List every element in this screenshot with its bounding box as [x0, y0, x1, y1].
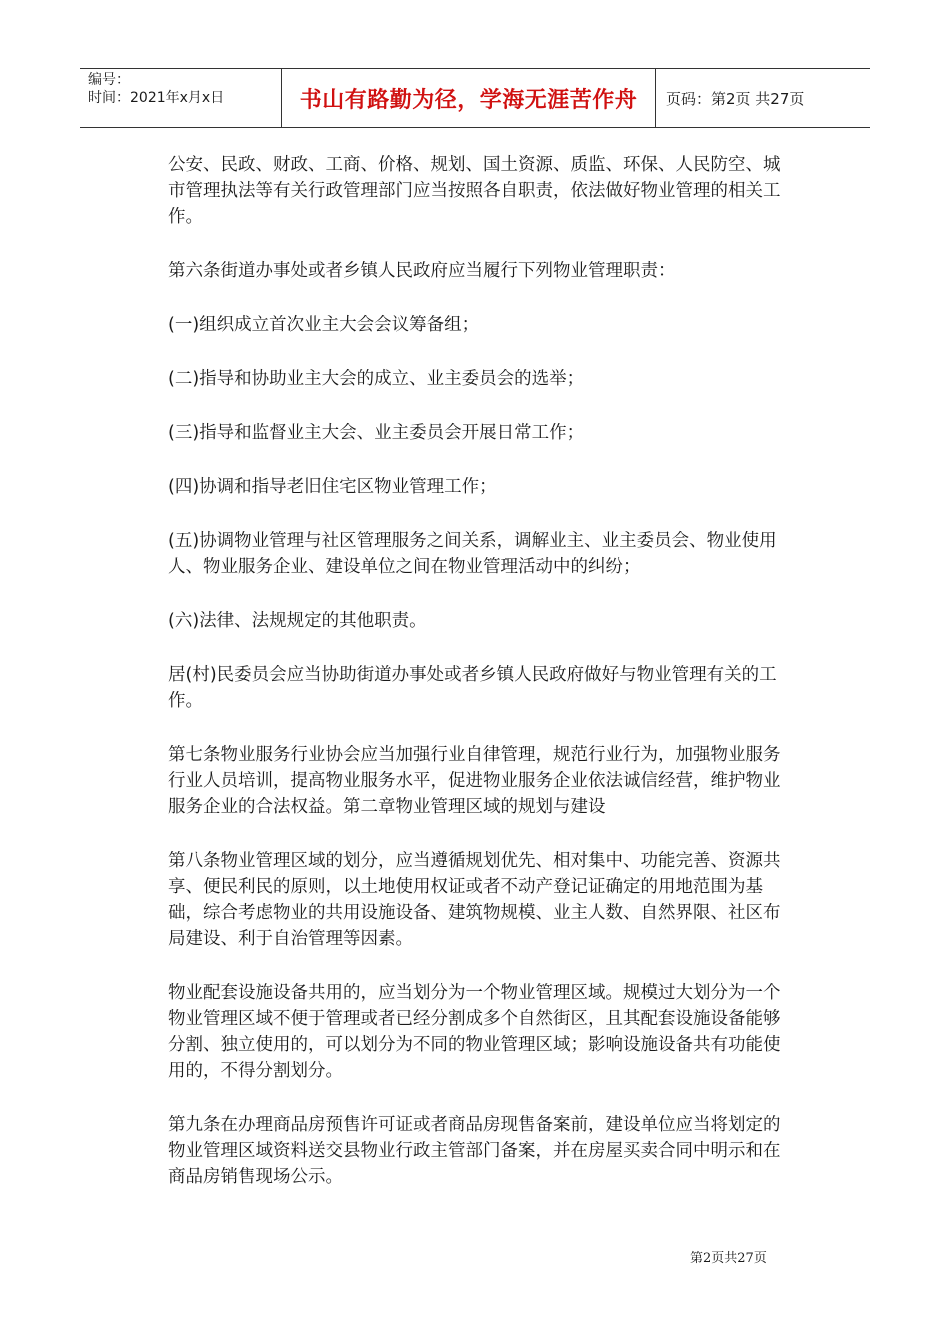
paragraph: 公安、民政、财政、工商、价格、规划、国土资源、质监、环保、人民防空、城市管理执法等有关行政管理部门应当按照各自职责，依法做好物业管理的相关工作。 [168, 155, 781, 227]
page-footer: 第2页共27页 [690, 1251, 767, 1266]
paragraph: (五)协调物业管理与社区管理服务之间关系，调解业主、业主委员会、物业使用人、物业服务企业、建设单位之间在物业管理活动中的纠纷； [168, 531, 777, 577]
paragraph: 物业配套设施设备共用的，应当划分为一个物业管理区域。规模过大划分为一个物业管理区域不便于管理或者已经分割成多个自然街区，且其配套设施设备能够分割、独立使用的，可以划分为不同的物业管理区域；影响设施设备共有功能使用的，不得分割划分。 [168, 983, 781, 1081]
paragraph: 第九条在办理商品房预售许可证或者商品房现售备案前，建设单位应当将划定的物业管理区域资料送交县物业行政主管部门备案，并在房屋买卖合同中明示和在商品房销售现场公示。 [168, 1115, 781, 1187]
paragraph: 第八条物业管理区域的划分，应当遵循规划优先、相对集中、功能完善、资源共享、便民利民的原则，以土地使用权证或者不动产登记证确定的用地范围为基础，综合考虑物业的共用设施设备、建筑物规模、业主人数、自然界限、社区布局建设、利于自治管理等因素。 [168, 851, 781, 949]
paragraph: (六)法律、法规规定的其他职责。 [168, 611, 427, 631]
header-meta [80, 69, 282, 127]
paragraph: (一)组织成立首次业主大会会议筹备组； [168, 315, 480, 335]
paragraph: (三)指导和监督业主大会、业主委员会开展日常工作； [168, 423, 585, 443]
document-time-label: 时间：2021年x月x日 [88, 90, 225, 106]
document-body [168, 152, 788, 1218]
paragraph: (四)协调和指导老旧住宅区物业管理工作； [168, 477, 497, 497]
paragraph: 第七条物业服务行业协会应当加强行业自律管理，规范行业行为，加强物业服务行业人员培训，提高物业服务水平，促进物业服务企业依法诚信经营，维护物业服务企业的合法权益。第二章物业管理区域的规划与建设 [168, 745, 781, 817]
header-motto: 书山有路勤为径，学海无涯苦作舟 [282, 69, 656, 127]
page-header [80, 68, 870, 128]
header-page-number: 页码：第2页 共27页 [666, 89, 805, 108]
document-number-label: 编号： [88, 72, 130, 88]
paragraph: 居(村)民委员会应当协助街道办事处或者乡镇人民政府做好与物业管理有关的工作。 [168, 665, 777, 711]
paragraph: 第六条街道办事处或者乡镇人民政府应当履行下列物业管理职责： [168, 261, 676, 281]
paragraph: (二)指导和协助业主大会的成立、业主委员会的选举； [168, 369, 585, 389]
